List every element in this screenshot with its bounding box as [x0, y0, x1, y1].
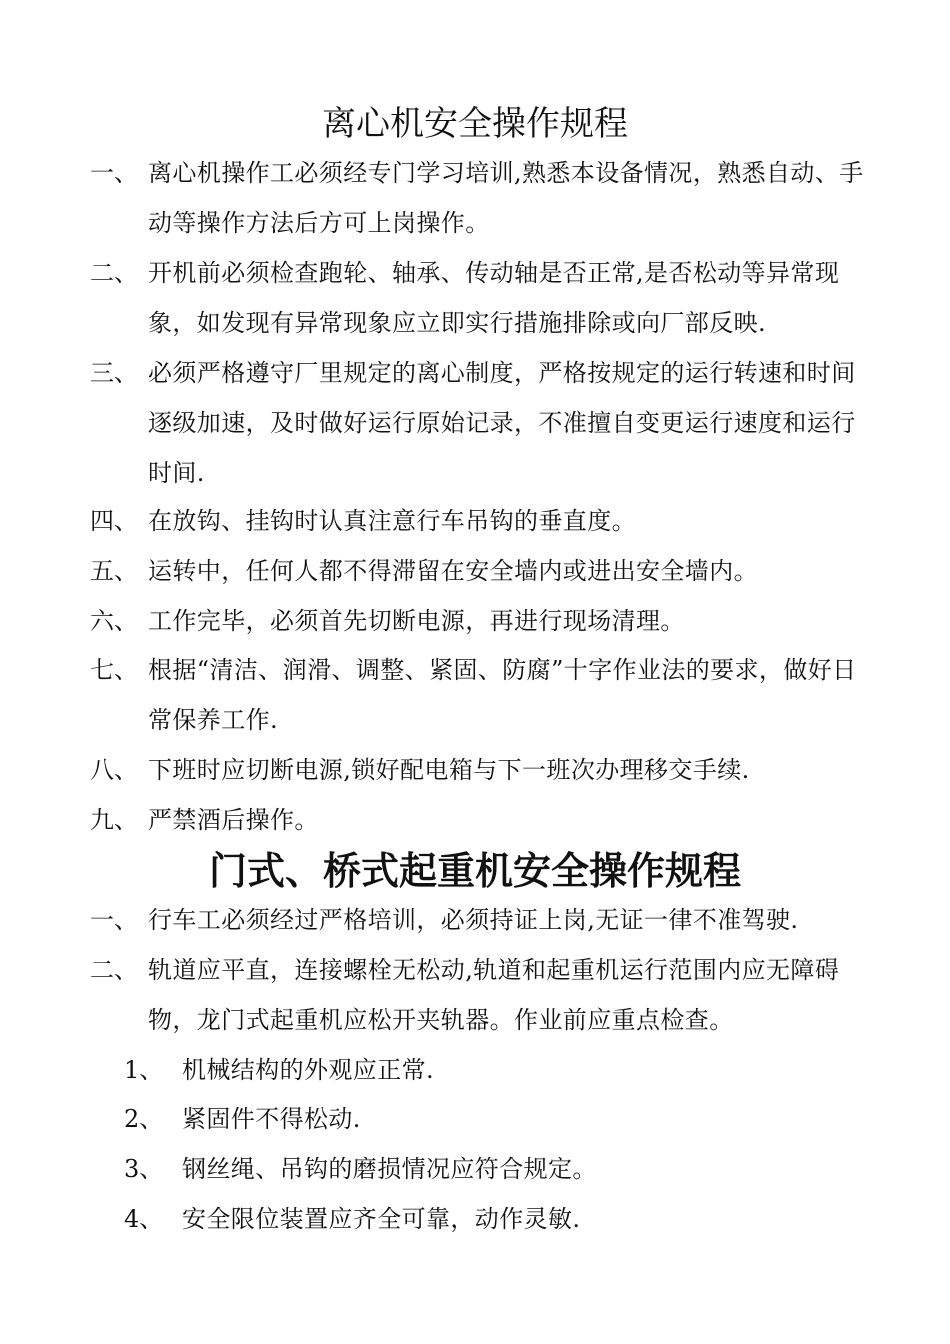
subitem-text: 紧固件不得松动.	[182, 1105, 361, 1133]
item-number: 三、	[90, 359, 138, 387]
item-number: 七、	[90, 656, 138, 684]
subitem-number: 3、	[124, 1155, 164, 1183]
subitem-text: 钢丝绳、吊钩的磨损情况应符合规定。	[182, 1155, 597, 1183]
item-text: 严禁酒后操作。	[148, 806, 319, 834]
item-text: 在放钩、挂钩时认真注意行车吊钩的垂直度。	[148, 507, 636, 535]
item-number: 一、	[90, 159, 138, 187]
subitem-number: 2、	[124, 1105, 164, 1133]
subitem-number: 1、	[124, 1056, 164, 1084]
item-text: 根据“清洁、润滑、调整、紧固、防腐”十字作业法的要求，做好日常保养工作.	[148, 656, 857, 734]
item-text: 离心机操作工必须经专门学习培训,熟悉本设备情况，熟悉自动、手动等操作方法后方可上岗操作。	[148, 159, 864, 237]
item-number: 五、	[90, 557, 138, 585]
item-number: 八、	[90, 756, 138, 784]
section1-title: 离心机安全操作规程	[322, 104, 628, 144]
item-text: 轨道应平直，连接螺栓无松动,轨道和起重机运行范围内应无障碍物，龙门式起重机应松开夹轨器。作业前应重点检查。	[148, 956, 840, 1034]
item-text: 行车工必须经过严格培训，必须持证上岗,无证一律不准驾驶.	[148, 906, 799, 934]
item-text: 必须严格遵守厂里规定的离心制度，严格按规定的运行转速和时间逐级加速，及时做好运行原始记录，不准擅自变更运行速度和运行时间.	[148, 359, 856, 487]
subitem-number: 4、	[124, 1205, 164, 1233]
item-text: 下班时应切断电源,锁好配电箱与下一班次办理移交手续.	[148, 756, 750, 784]
item-number: 二、	[90, 956, 138, 984]
subitem-text: 机械结构的外观应正常.	[182, 1056, 435, 1084]
item-number: 一、	[90, 906, 138, 934]
item-text: 运转中，任何人都不得滞留在安全墙内或进出安全墙内。	[148, 557, 758, 585]
subitem-text: 安全限位装置应齐全可靠，动作灵敏.	[182, 1205, 581, 1233]
item-number: 六、	[90, 607, 138, 635]
item-text: 开机前必须检查跑轮、轴承、传动轴是否正常,是否松动等异常现象，如发现有异常现象应立即实行措施排除或向厂部反映.	[148, 259, 840, 337]
item-text: 工作完毕，必须首先切断电源，再进行现场清理。	[148, 607, 685, 635]
item-number: 四、	[90, 507, 138, 535]
section2-title: 门式、桥式起重机安全操作规程	[208, 848, 741, 893]
item-number: 九、	[90, 806, 138, 834]
item-number: 二、	[90, 259, 138, 287]
